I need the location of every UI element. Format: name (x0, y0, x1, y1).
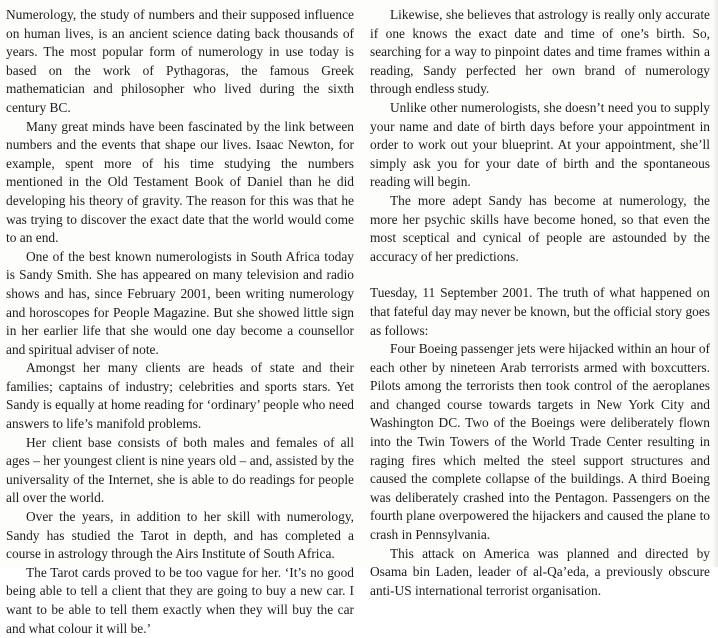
paragraph: Four Boeing passenger jets were hijacked within an hour of each other by nineteen Arab terrorists armed with boxcutters. Pilots among the terrorists then took control of the aeroplanes and changed course towards targets in New York City and Washington DC. Two of the Boeings were deliberately flown into the Twin Towers of the World Trade Center resulting in raging fires which melted the steel support structures and caused the complete collapse of the buildings. A third Boeing was deliberately crashed into the Pentagon. Passengers on the fourth plane overpowered the hijackers and caused the plane to crash in Pennsylvania. (370, 341, 710, 543)
paragraph: Unlike other numerologists, she doesn’t need you to supply your name and date of birth days before your appointment in order to work out your blueprint. At your appointment, she’ll simply ask you for your date of birth and the spontaneous reading will begin. (370, 99, 710, 190)
paragraph: One of the best known numerologists in South Africa today is Sandy Smith. She has appeared on many television and radio shows and has, since February 2001, been writing numerology and horoscopes for People Magazine. But she showed little sign in her earlier life that she would one day become a counsellor and spiritual adviser of note. (6, 248, 354, 357)
paragraph: Likewise, she believes that astrology is really only accurate if one knows the exact date and time of one’s birth. So, searching for a way to pinpoint dates and time frames within a reading, Sandy perfected her own brand of numerology through endless study. (370, 7, 710, 97)
paragraph: Many great minds have been fascinated by the link between numbers and the events that shape our lives. Isaac Newton, for example, spent more of his time studying the numbers mentioned in the Old Testament Book of Daniel than he did developing his theory of gravity. The reason for this was that he was trying to discover the exact date that the world would come to an end. (6, 118, 354, 246)
paragraph: Numerology, the study of numbers and their supposed influence on human lives, is an ancient science dating back thousands of years. The most popular form of numerology in use today is based on the work of Pythagoras, the famous Greek mathematician and philosopher who lived during the sixth century BC. (6, 7, 354, 115)
left-text-column (6, 6, 354, 638)
paragraph: The more adept Sandy has become at numerology, the more her psychic skills have become honed, so that even the most sceptical and cynical of people are astounded by the accuracy of her predictions. (370, 192, 710, 264)
paragraph: Her client base consists of both males and females of all ages – her youngest client is nine years old – and, assisted by the universality of the Internet, she is able to do readings for people all over the world. (6, 434, 354, 506)
paragraph: The Tarot cards proved to be too vague for her. ‘It’s no good being able to tell a client that they are going to buy a new car. I want to be able to tell them exactly when they will buy the car and what colour it will be.’ (6, 564, 354, 636)
paragraph: This attack on America was planned and directed by Osama bin Laden, leader of al-Qa’eda, a previously obscure anti-US international terrorist organisation. (370, 545, 710, 598)
page-edge-shadow (712, 0, 718, 567)
paragraph: Over the years, in addition to her skill with numerology, Sandy has studied the Tarot in depth, and has completed a course in astrology through the Airs Institute of South Africa. (6, 509, 354, 562)
section-opening-paragraph: Tuesday, 11 September 2001. The truth of what happened on that fateful day may never be known, but the official story goes as follows: (370, 285, 710, 338)
right-text-column (370, 6, 710, 600)
paragraph: Amongst her many clients are heads of state and their families; captains of industry; celebrities and sports stars. Yet Sandy is equally at home reading for ‘ordinary’ people who need answers to life’s manifold problems. (6, 360, 354, 432)
